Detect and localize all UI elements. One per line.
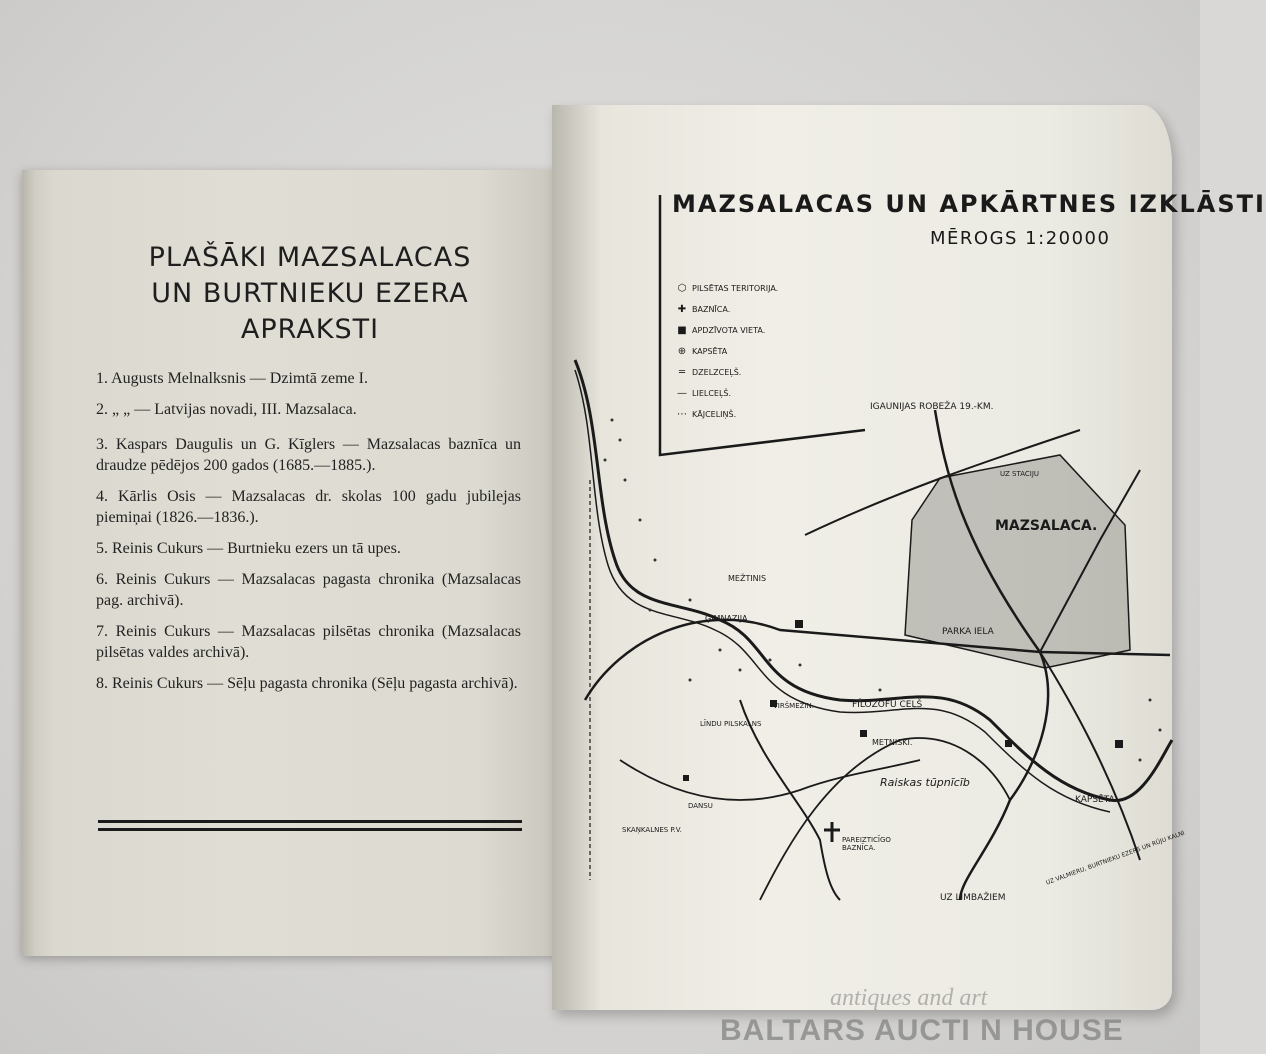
reference-item: 2. „ „ — Latvijas novadi, III. Mazsalaca.	[96, 401, 357, 418]
map-label-skankalnes: SKAŅKALNES P.V.	[622, 826, 682, 834]
main-road	[1040, 652, 1140, 860]
town-territory	[905, 455, 1130, 668]
main-road-icon: —	[677, 388, 687, 399]
legend-item	[676, 368, 786, 378]
church-icon	[824, 822, 840, 842]
watermark-subtitle: antiques and art	[830, 985, 988, 1011]
map-label-lindu: LĪNDU PILSKALNS	[700, 720, 762, 728]
map-label-kapseta: KAPSĒTA	[1075, 795, 1115, 805]
place-icon: ■	[677, 325, 687, 336]
church-icon: ✚	[677, 304, 687, 315]
map-label-gimnazija: ĢIMNAZIJA	[705, 614, 748, 623]
map-scale: MĒROGS 1:20000	[930, 228, 1111, 249]
watermark-logo: BALTARS AUCTI N HOUSE	[720, 1014, 1124, 1047]
track-icon: ⋯	[677, 409, 687, 420]
reference-item: 5. Reinis Cukurs — Burtnieku ezers un tā upes.	[96, 540, 401, 557]
road	[620, 760, 920, 800]
legend-label: PILSĒTAS TERITORIJA.	[692, 284, 779, 293]
legend-label: KAPSĒTA	[692, 347, 728, 356]
map-label-filozofu: FILOZOFU CEĻŠ	[852, 700, 923, 710]
cemetery-icon: ⊕	[677, 346, 687, 357]
legend-item	[676, 389, 786, 399]
map-legend	[676, 284, 786, 431]
map-label-uz-limbaziem: UZ LIMBAŽIEM	[940, 893, 1006, 903]
map-label-meztinis: MEŽTINIS	[728, 574, 767, 583]
legend-item	[676, 347, 786, 357]
map-label-raiskas: Raiskas tūpnīcīb	[880, 776, 970, 789]
title-line: APRAKSTI	[240, 314, 380, 345]
legend-item	[676, 284, 786, 294]
map-label-pareizticigo: PAREIZTICĪGO BAZNĪCA.	[842, 836, 891, 852]
reference-item: 3. Kaspars Daugulis un G. Kīglers — Mazsalacas baznīca un draudze pēdējos 200 gados (1685.—1885.).	[96, 436, 521, 474]
reference-item: 8. Reinis Cukurs — Sēļu pagasta chronika (Sēļu pagasta archivā).	[96, 675, 518, 692]
map-label-metniski: METNISKI.	[872, 738, 913, 747]
map-title: MAZSALACAS UN APKĀRTNES IZKLĀSTI	[672, 190, 1266, 218]
highway-icon: ═	[678, 367, 686, 378]
reference-item: 4. Kārlis Osis — Mazsalacas dr. skolas 100 gadu jubilejas piemiņai (1826.—1836.).	[96, 488, 521, 526]
reference-item: 6. Reinis Cukurs — Mazsalacas pagasta chronika (Mazsalacas pag. archivā).	[96, 571, 521, 609]
reference-item: 7. Reinis Cukurs — Mazsalacas pilsētas chronika (Mazsalacas pilsētas valdes archivā).	[96, 623, 521, 661]
map-label-station: UZ STACIJU	[1000, 470, 1040, 478]
map-label-dansu: DANSU	[688, 802, 713, 810]
map-label-parka-iela: PARKA IELA	[942, 627, 994, 637]
legend-label: KĀJCELIŅŠ.	[692, 410, 737, 419]
legend-item	[676, 305, 786, 315]
legend-label: LIELCEĻŠ.	[692, 389, 732, 398]
legend-label: DZELZCEĻŠ.	[692, 368, 742, 377]
legend-item	[676, 410, 786, 420]
title-line: PLAŠĀKI MAZSALACAS	[148, 242, 472, 273]
title-line: UN BURTNIEKU EZERA	[151, 278, 469, 309]
road	[760, 738, 1010, 900]
legend-item	[676, 326, 786, 336]
map-label-town: MAZSALACA.	[995, 518, 1098, 534]
map-label-uz-valmieru: UZ VALMIERU, BURTNIEKU EZERS UN RŪJU KALNI	[1045, 829, 1186, 887]
territory-icon: ⬡	[677, 283, 687, 294]
map-label-border: IGAUNIJAS ROBEŽA 19.-KM.	[870, 402, 994, 412]
legend-label: BAZNĪCA.	[692, 305, 731, 314]
map-label-virsmezin: VIRŠMEŽIN.	[773, 702, 814, 710]
legend-label: APDZĪVOTA VIETA.	[692, 326, 766, 335]
reference-item: 1. Augusts Melnalksnis — Dzimtā zeme I.	[96, 370, 368, 387]
